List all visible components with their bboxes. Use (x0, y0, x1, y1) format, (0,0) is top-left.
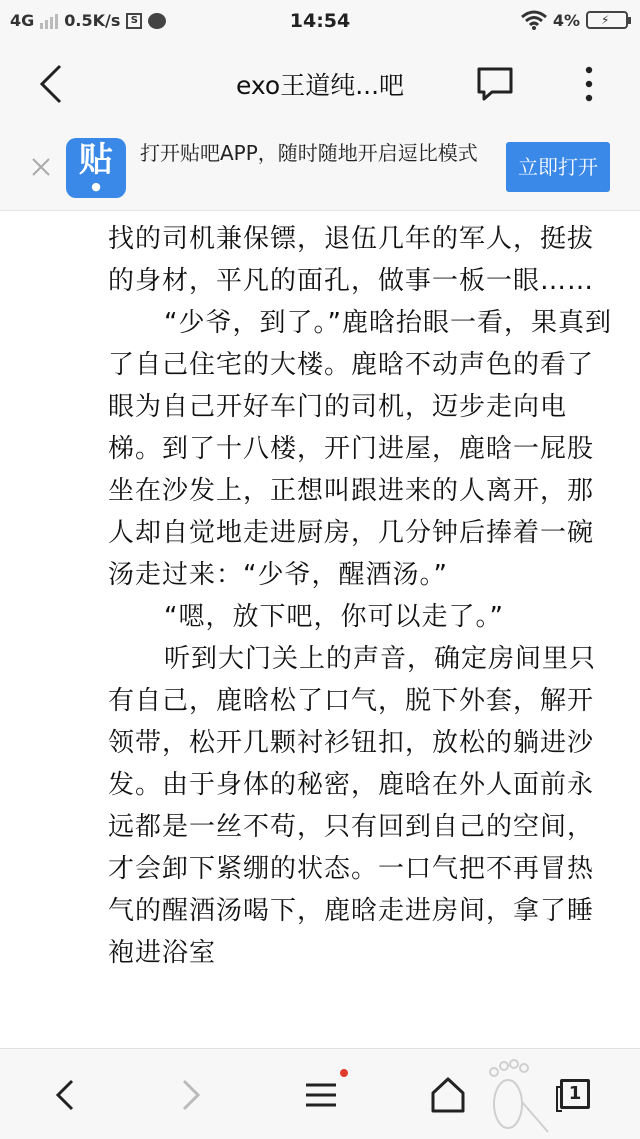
network-type: 4G (10, 11, 35, 30)
paragraph: 找的司机兼保镖，退伍几年的军人，挺拔的身材，平凡的面孔，做事一板一眼…… (108, 224, 595, 296)
top-nav (0, 44, 640, 125)
menu-icon[interactable] (304, 1075, 338, 1115)
banner-text: 打开贴吧APP，随时随地开启逗比模式 (140, 141, 478, 165)
status-right (521, 10, 628, 30)
battery-percent: 4% (552, 10, 580, 30)
paragraph: “少爷，到了。”鹿晗抬眼一看，果真到了自己住宅的大楼。鹿晗不动声色的看了眼为自己开好车门的司机，迈步走向电梯。到了十八楼，开门进屋，鹿晗一屁股坐在沙发上，正想叫跟进来的人离开，那人却自觉地走进厨房，几分钟后捧着一碗汤走过来：“少爷，醒酒汤。” (108, 308, 612, 590)
footprint-watermark-icon (478, 1052, 554, 1136)
more-options-icon[interactable] (574, 64, 604, 104)
comment-icon[interactable] (476, 66, 514, 102)
back-icon[interactable] (52, 1075, 78, 1115)
open-app-button[interactable]: 立即打开 (506, 142, 610, 192)
close-icon[interactable] (30, 156, 52, 178)
tabs-count-button[interactable]: 1 (560, 1079, 590, 1109)
tieba-logo (66, 138, 126, 198)
page-title: exo王道纯...吧 (235, 71, 405, 100)
paw-icon: ● (91, 180, 101, 193)
sim-card-icon: S (126, 13, 142, 29)
notification-dot (340, 1069, 348, 1077)
status-time: 14:54 (289, 10, 351, 32)
back-arrow-icon[interactable] (34, 64, 70, 104)
battery-icon: ⚡ (586, 11, 628, 29)
article-content (0, 212, 640, 1048)
forward-icon[interactable] (178, 1075, 204, 1115)
paragraph: “嗯，放下吧，你可以走了。” (164, 602, 504, 632)
home-icon[interactable] (430, 1075, 466, 1115)
status-bar (0, 0, 640, 44)
app-promo-banner (0, 124, 640, 211)
wifi-icon (521, 10, 547, 30)
network-speed: 0.5K/s (64, 11, 121, 30)
article-body (108, 218, 612, 974)
paragraph: 听到大门关上的声音，确定房间里只有自己，鹿晗松了口气，脱下外套，解开领带，松开几颗衬衫钮扣，放松的躺进沙发。由于身体的秘密，鹿晗在外人面前永远都是一丝不苟，只有回到自己的空间，才会卸下紧绷的状态。一口气把不再冒热气的醒酒汤喝下，鹿晗走进房间，拿了睡袍进浴室 (108, 644, 597, 968)
logo-char: 贴 (79, 140, 113, 180)
